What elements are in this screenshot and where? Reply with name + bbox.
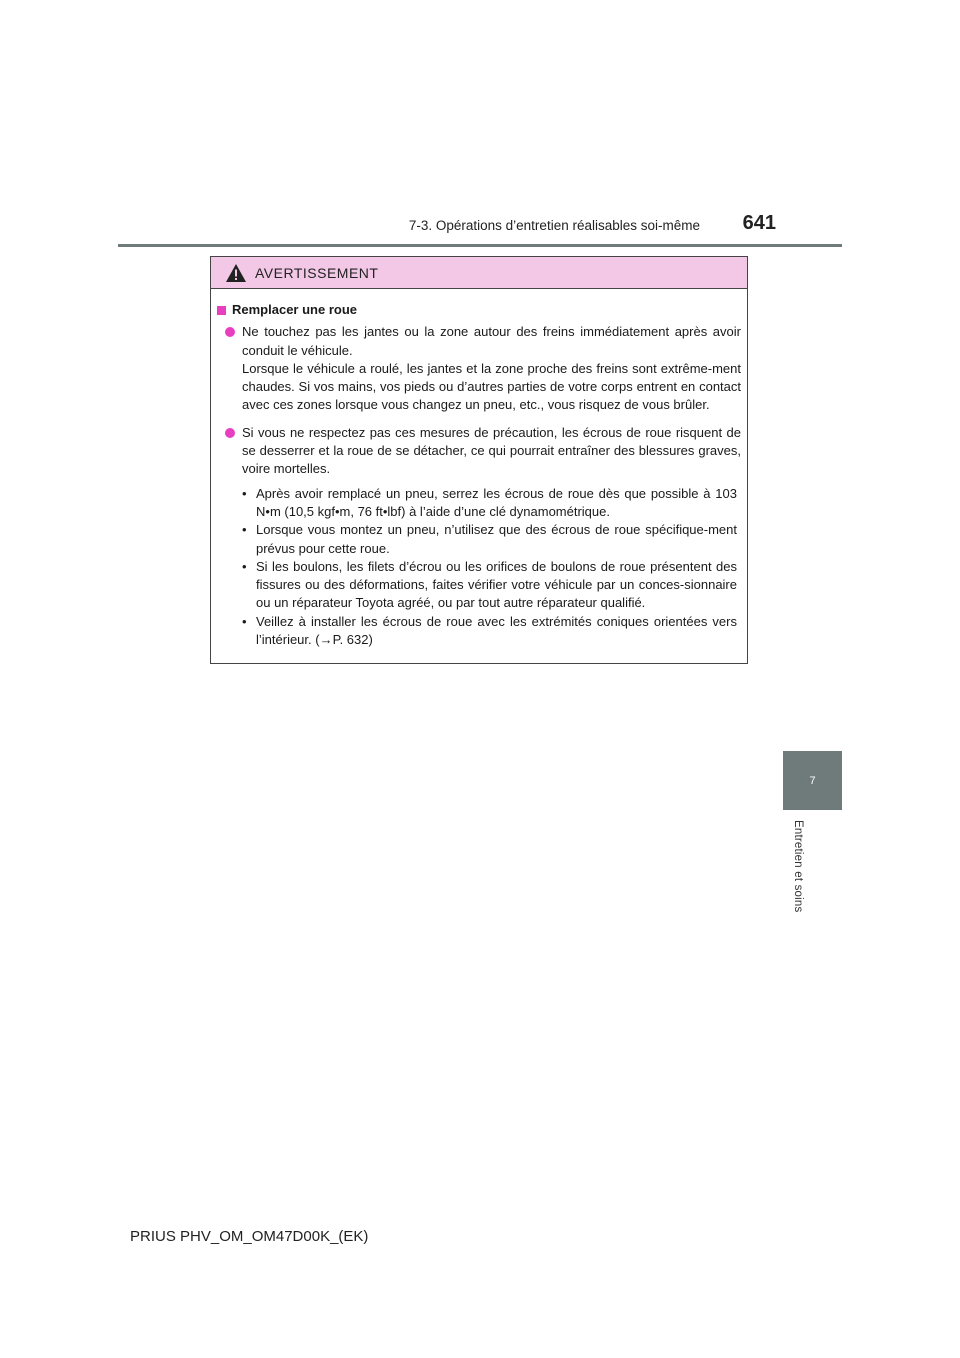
warning-box bbox=[210, 256, 748, 664]
warning-triangle-icon bbox=[225, 263, 247, 283]
dot-bullet-icon: • bbox=[242, 613, 247, 629]
list-item: • Lorsque vous montez un pneu, n’utilisez que des écrous de roue spécifique-ment prévus pour cette roue. bbox=[242, 521, 741, 558]
square-bullet-icon bbox=[217, 306, 226, 315]
chapter-tab[interactable] bbox=[783, 751, 842, 810]
warning-paragraph: Lorsque le véhicule a roulé, les jantes et la zone proche des freins sont extrême-ment chaudes. Si vos mains, vos pieds ou d’autres parties de votre corps entrent en contact avec ces zones lorsque vous changez un pneu, etc., vous risquez de vous brûler. bbox=[242, 360, 741, 413]
warning-paragraph: Ne touchez pas les jantes ou la zone autour des freins immédiatement après avoir conduit le véhicule. bbox=[242, 324, 741, 358]
subheading-text: Remplacer une roue bbox=[232, 302, 357, 317]
page-number: 641 bbox=[742, 212, 776, 234]
warning-subheading bbox=[217, 301, 741, 319]
section-title: 7-3. Opérations d’entretien réalisables soi-même bbox=[408, 218, 700, 233]
chapter-label: Entretien et soins bbox=[792, 820, 804, 913]
list-item: • Après avoir remplacé un pneu, serrez les écrous de roue dès que possible à 103 N•m (10,5 kgf•m, 76 ft•lbf) à l’aide d’une clé dynamométrique. bbox=[242, 485, 741, 522]
list-item: • Veillez à installer les écrous de roue avec les extrémités coniques orientées vers l’intérieur. (→P. 632) bbox=[242, 613, 741, 650]
warning-header bbox=[211, 257, 747, 289]
dot-bullet-icon: • bbox=[242, 558, 247, 574]
list-item: • Si les boulons, les filets d’écrou ou les orifices de boulons de roue présentent des fissures ou des déformations, faites vérifier votre véhicule par un conces-sionnaire ou un réparateur Toyota agréé, ou par tout autre réparateur qualifié. bbox=[242, 558, 741, 613]
circle-bullet-icon bbox=[225, 428, 235, 438]
warning-item bbox=[225, 424, 741, 650]
warning-body bbox=[211, 289, 747, 649]
dot-bullet-icon: • bbox=[242, 522, 247, 538]
circle-bullet-icon bbox=[225, 327, 235, 337]
footer-doc-code: PRIUS PHV_OM_OM47D00K_(EK) bbox=[130, 1228, 369, 1245]
dot-bullet-icon: • bbox=[242, 485, 247, 501]
chapter-number: 7 bbox=[809, 774, 816, 787]
header-rule bbox=[118, 244, 842, 247]
warning-title: AVERTISSEMENT bbox=[255, 264, 379, 281]
warning-paragraph: Si vous ne respectez pas ces mesures de précaution, les écrous de roue risquent de se desserrer et la roue de se détacher, ce qui pourrait entraîner des blessures graves, voire mortelles. bbox=[242, 424, 741, 477]
precaution-list bbox=[242, 485, 741, 650]
warning-item bbox=[225, 323, 741, 414]
